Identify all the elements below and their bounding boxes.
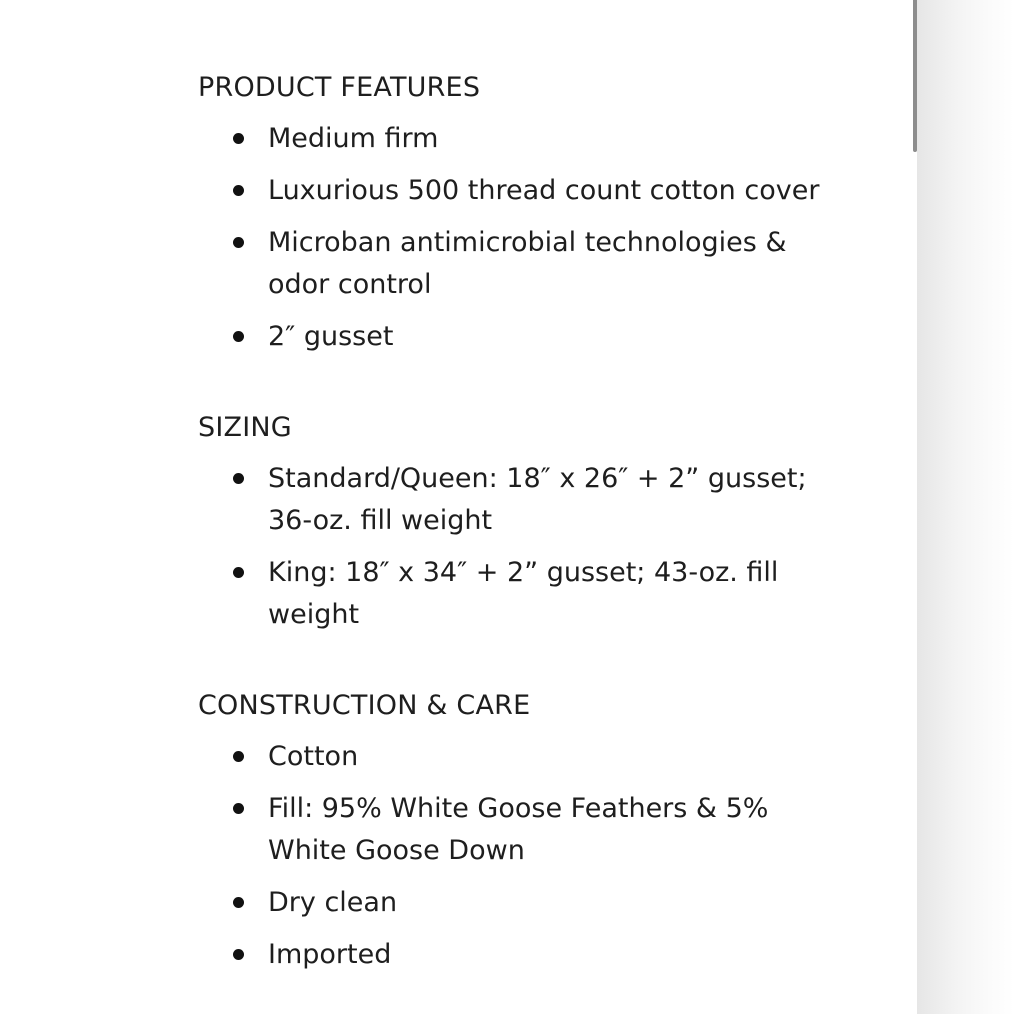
product-features-section: [198, 68, 838, 358]
list-item: [198, 222, 838, 306]
list-item-text: King: 18″ x 34″ + 2” gusset; 43-oz. fill weight: [268, 557, 779, 630]
list-item-text: Fill: 95% White Goose Feathers & 5% White Goose Down: [268, 793, 769, 866]
section-title-construction-care: CONSTRUCTION & CARE: [198, 690, 531, 721]
sizing-section: [198, 408, 838, 636]
page-background-gutter: [917, 0, 1014, 1014]
list-item: [198, 934, 838, 976]
section-title-product-features: PRODUCT FEATURES: [198, 72, 481, 103]
bullet-dot-icon: [233, 567, 244, 578]
product-features-list: [198, 118, 838, 358]
bullet-dot-icon: [233, 133, 244, 144]
section-title-sizing: SIZING: [198, 412, 292, 443]
construction-care-section: [198, 686, 838, 976]
product-details-content: [198, 68, 838, 976]
sizing-list: [198, 458, 838, 636]
list-item: [198, 170, 838, 212]
list-item-text: Imported: [268, 939, 392, 970]
list-item-text: Microban antimicrobial technologies & odor control: [268, 227, 787, 300]
bullet-dot-icon: [233, 185, 244, 196]
construction-care-list: [198, 736, 838, 976]
list-item: [198, 316, 838, 358]
bullet-dot-icon: [233, 897, 244, 908]
list-item: [198, 552, 838, 636]
list-item-text: Cotton: [268, 741, 359, 772]
bullet-dot-icon: [233, 949, 244, 960]
list-item-text: Medium firm: [268, 123, 439, 154]
list-item-text: Standard/Queen: 18″ x 26″ + 2” gusset; 36-oz. fill weight: [268, 463, 807, 536]
list-item-text: Dry clean: [268, 887, 398, 918]
bullet-dot-icon: [233, 473, 244, 484]
bullet-dot-icon: [233, 751, 244, 762]
list-item: [198, 458, 838, 542]
list-item-text: Luxurious 500 thread count cotton cover: [268, 175, 820, 206]
bullet-dot-icon: [233, 803, 244, 814]
bullet-dot-icon: [233, 237, 244, 248]
list-item: [198, 118, 838, 160]
scrollbar-thumb[interactable]: [913, 0, 917, 152]
list-item: [198, 788, 838, 872]
bullet-dot-icon: [233, 331, 244, 342]
list-item: [198, 882, 838, 924]
list-item-text: 2″ gusset: [268, 321, 394, 352]
list-item: [198, 736, 838, 778]
